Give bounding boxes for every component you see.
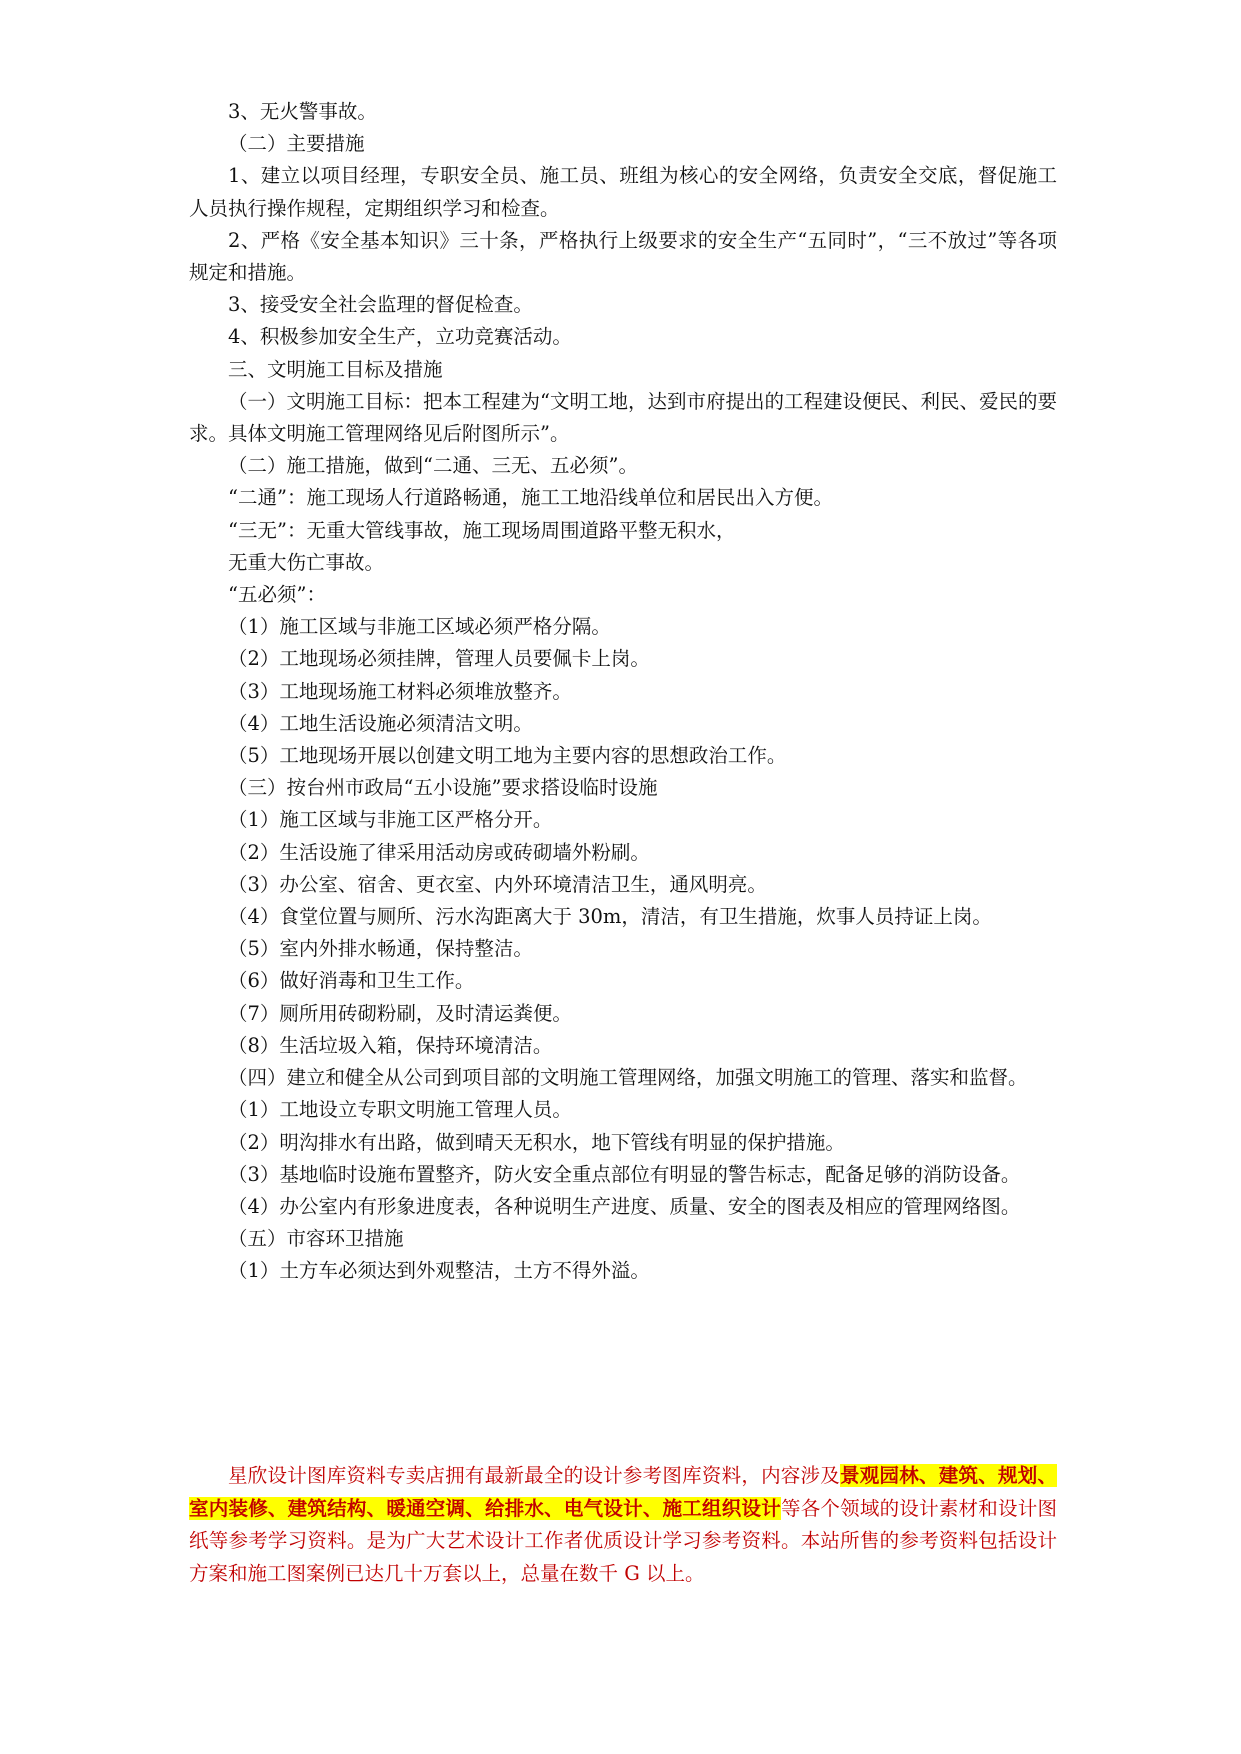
list-item: （4）食堂位置与厕所、污水沟距离大于 30m，清洁，有卫生措施，炊事人员持证上岗。 [228, 905, 992, 929]
paragraph: 4、积极参加安全生产，立功竞赛活动。 [228, 325, 572, 349]
paragraph: “五必须”： [228, 583, 326, 607]
list-item: （1）施工区域与非施工区域必须严格分隔。 [228, 615, 611, 639]
paragraph: “二通”：施工现场人行道路畅通，施工工地沿线单位和居民出入方便。 [228, 486, 833, 510]
list-item: （6）做好消毒和卫生工作。 [228, 969, 475, 993]
section-heading: 三、文明施工目标及措施 [228, 357, 443, 381]
list-item: （2）生活设施了律采用活动房或砖砌墙外粉刷。 [228, 840, 650, 864]
document-body [189, 96, 1057, 1288]
list-item: （1）施工区域与非施工区严格分开。 [228, 808, 553, 832]
advert-text-after: 等各个领域的设计素材和设计图纸等参考学习资料。是为广大艺术设计工作者优质设计学习参考资料。本站所售的参考资料包括设计方案和施工图案例已达几十万套以上，总量在数千 G 以上。 [189, 1496, 1057, 1585]
paragraph: 3、无火警事故。 [228, 100, 377, 123]
section-heading: （二）主要措施 [228, 132, 365, 156]
list-item: （3）工地现场施工材料必须堆放整齐。 [228, 679, 572, 703]
list-item: （3）基地临时设施布置整齐，防火安全重点部位有明显的警告标志，配备足够的消防设备。 [228, 1162, 1021, 1186]
list-item: （5）工地现场开展以创建文明工地为主要内容的思想政治工作。 [228, 744, 787, 768]
paragraph: 3、接受安全社会监理的督促检查。 [228, 293, 533, 317]
paragraph: 2、严格《安全基本知识》三十条，严格执行上级要求的安全生产“五同时”，“三不放过”等各项规定和措施。 [189, 228, 1057, 285]
section-heading: （三）按台州市政局“五小设施”要求搭设临时设施 [228, 776, 658, 800]
paragraph: （二）施工措施，做到“二通、三无、五必须”。 [228, 454, 638, 478]
section-heading: （五）市容环卫措施 [228, 1227, 404, 1251]
advert-highlight: 景观园林、建筑、规划、室内装修、建筑结构、暖通空调、给排水、电气设计、施工组织设计 [189, 1464, 1057, 1520]
list-item: （4）办公室内有形象进度表，各种说明生产进度、质量、安全的图表及相应的管理网络图。 [228, 1194, 1021, 1218]
paragraph: 无重大伤亡事故。 [228, 550, 385, 574]
advert-paragraph [189, 1460, 1057, 1590]
section-heading: （四）建立和健全从公司到项目部的文明施工管理网络，加强文明施工的管理、落实和监督。 [228, 1066, 1028, 1090]
list-item: （2）工地现场必须挂牌，管理人员要佩卡上岗。 [228, 647, 650, 671]
list-item: （3）办公室、宿舍、更衣室、内外环境清洁卫生，通风明亮。 [228, 872, 767, 896]
list-item: （2）明沟排水有出路，做到晴天无积水，地下管线有明显的保护措施。 [228, 1130, 845, 1154]
list-item: （7）厕所用砖砌粉刷，及时清运粪便。 [228, 1001, 572, 1025]
list-item: （8）生活垃圾入箱，保持环境清洁。 [228, 1033, 553, 1057]
paragraph: 1、建立以项目经理，专职安全员、施工员、班组为核心的安全网络，负责安全交底，督促施工人员执行操作规程，定期组织学习和检查。 [189, 164, 1057, 220]
list-item: （1）工地设立专职文明施工管理人员。 [228, 1098, 572, 1122]
list-item: （1）土方车必须达到外观整洁，土方不得外溢。 [228, 1259, 650, 1283]
paragraph: （一）文明施工目标：把本工程建为“文明工地，达到市府提出的工程建设便民、利民、爱民的要求。具体文明施工管理网络见后附图所示”。 [189, 389, 1057, 446]
list-item: （4）工地生活设施必须清洁文明。 [228, 711, 533, 735]
list-item: （5）室内外排水畅通，保持整洁。 [228, 937, 533, 961]
paragraph: “三无”：无重大管线事故，施工现场周围道路平整无积水， [228, 518, 736, 542]
advert-text-before: 星欣设计图库资料专卖店拥有最新最全的设计参考图库资料，内容涉及 [228, 1464, 841, 1487]
